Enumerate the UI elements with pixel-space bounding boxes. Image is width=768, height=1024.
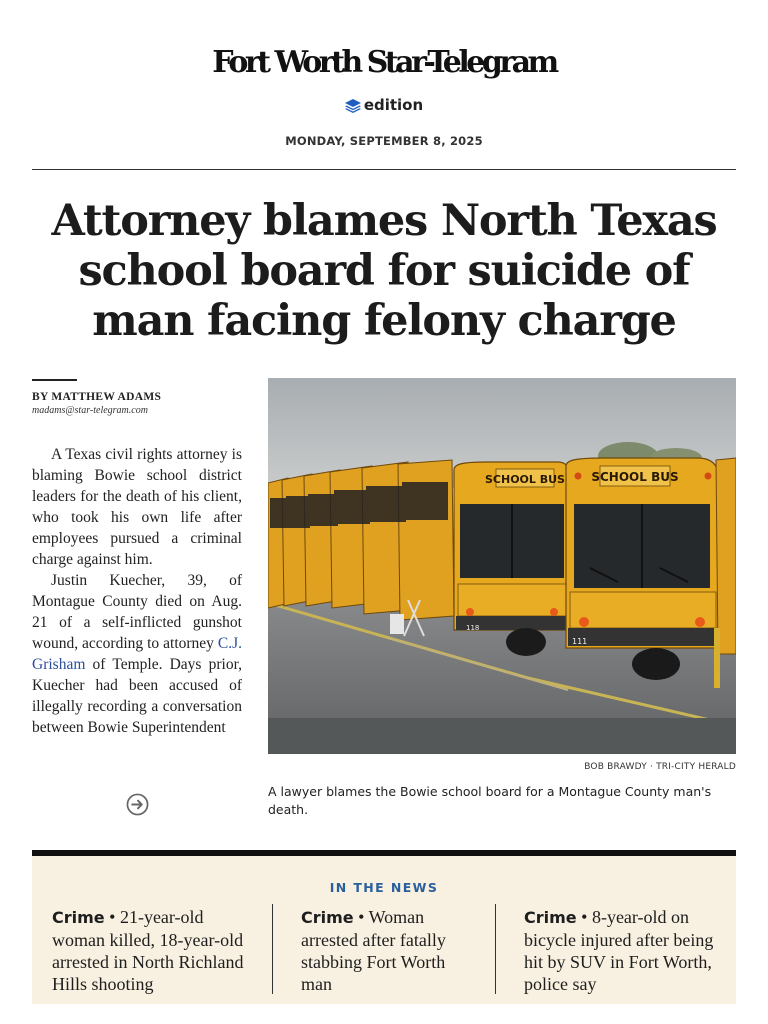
- in-the-news-section: [32, 850, 736, 1004]
- paragraph-text: Justin Kuecher, 39, of Montague County died on Aug. 21 of a self-inflicted gunshot wound, according to attorney: [32, 572, 242, 652]
- news-headline[interactable]: 8-year-old on bicycle injured after being hit by SUV in Fort Worth, police say: [524, 907, 714, 994]
- author-email[interactable]: madams@star-telegram.com: [32, 405, 148, 416]
- article-headline: Attorney blames North Texas school board for suicide of man facing felony charge: [51, 196, 717, 346]
- photo-caption: A lawyer blames the Bowie school board for a Montague County man's death.: [268, 784, 712, 817]
- attorney-link[interactable]: C.J. Grisham: [32, 635, 242, 673]
- news-category: Crime: [524, 908, 577, 927]
- article-paragraph: A Texas civil rights attorney is blaming Bowie school district leaders for the death of his client, who took his own life after employees pursued a criminal charge against him.: [32, 446, 242, 568]
- news-item[interactable]: Crime • Woman arrested after fatally stabbing Fort Worth man: [301, 907, 446, 994]
- news-divider: [495, 904, 496, 994]
- in-the-news-label: IN THE NEWS: [329, 880, 439, 895]
- bus-sign: SCHOOL BUS: [485, 473, 565, 486]
- news-item[interactable]: Crime • 21-year-old woman killed, 18-year-old arrested in North Richland Hills shooting: [52, 907, 244, 994]
- news-item[interactable]: Crime • 8-year-old on bicycle injured after being hit by SUV in Fort Worth, police say: [524, 907, 714, 994]
- masthead-title[interactable]: Fort Worth Star-Telegram: [212, 45, 556, 80]
- bus-sign: SCHOOL BUS: [591, 470, 679, 484]
- news-headline[interactable]: Woman arrested after fatally stabbing Fort Worth man: [301, 907, 446, 994]
- news-divider: [272, 904, 273, 994]
- masthead[interactable]: [0, 30, 768, 96]
- news-category: Crime: [52, 908, 105, 927]
- masthead-divider: [32, 169, 736, 170]
- byline: BY MATTHEW ADAMS: [32, 391, 162, 403]
- school-bus-photo[interactable]: [268, 378, 736, 754]
- arrow-right-circle-icon[interactable]: [126, 793, 149, 816]
- article-body: [32, 444, 242, 780]
- news-category: Crime: [301, 908, 354, 927]
- photo-credit: BOB BRAWDY · TRI-CITY HERALD: [584, 762, 736, 772]
- news-headline[interactable]: 21-year-old woman killed, 18-year-old arrested in North Richland Hills shooting: [52, 907, 244, 994]
- byline-divider: [32, 379, 77, 381]
- dateline: MONDAY, SEPTEMBER 8, 2025: [285, 134, 483, 148]
- layers-icon: [345, 99, 361, 113]
- edition-label: edition: [363, 96, 424, 114]
- bus-number: 118: [466, 624, 480, 632]
- bus-number: 111: [572, 637, 588, 646]
- article-paragraph: [32, 570, 242, 738]
- edition-logo: [0, 96, 768, 114]
- paragraph-text: of Temple. Days prior, Kuecher had been accused of illegally recording a conversation between Bowie Superintendent: [32, 656, 242, 736]
